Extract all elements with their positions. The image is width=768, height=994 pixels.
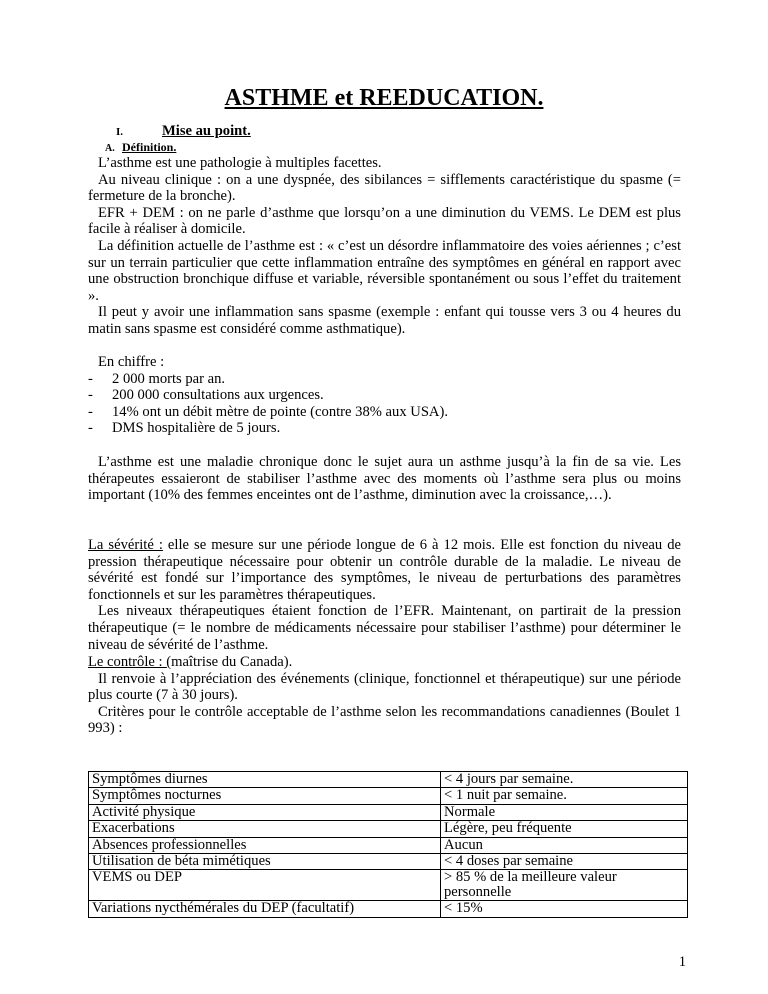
- table-cell: Symptômes nocturnes: [89, 788, 441, 804]
- paragraph: Il renvoie à l’appréciation des événements (clinique, fonctionnel et thérapeutique) sur une période plus courte (7 à 30 jours).: [88, 670, 681, 704]
- paragraph: La définition actuelle de l’asthme est : « c’est un désordre inflammatoire des voies aériennes ; c’est sur un terrain particulier que cette inflammation entraîne des symptômes en général en rapport avec une obstruction bronchique diffuse et variable, réversible spontanément ou sous l’effet du traitement ».: [88, 237, 681, 304]
- table-row: [89, 870, 688, 901]
- table-cell: < 15%: [441, 901, 688, 917]
- table-cell: Aucun: [441, 837, 688, 853]
- severity-label: La sévérité :: [88, 537, 163, 553]
- table-row: [89, 772, 688, 788]
- control-block: [88, 654, 681, 737]
- severity-block: [88, 537, 681, 653]
- table-cell: Absences professionnelles: [89, 837, 441, 853]
- page-number: 1: [678, 954, 686, 970]
- control-label-paren: (: [166, 654, 172, 670]
- table-cell: > 85 % de la meilleure valeur personnelle: [441, 870, 688, 901]
- paragraph: L’asthme est une pathologie à multiples facettes.: [98, 155, 382, 171]
- figures-block: [88, 354, 681, 437]
- control-label: Le contrôle :: [88, 654, 167, 670]
- table-cell: < 1 nuit par semaine.: [441, 788, 688, 804]
- figures-list: [88, 371, 681, 437]
- paragraph: Critères pour le contrôle acceptable de l’asthme selon les recommandations canadiennes (Boulet 1 993) :: [88, 703, 681, 737]
- list-item: - DMS hospitalière de 5 jours.: [88, 420, 681, 437]
- severity-text: elle se mesure sur une période longue de 6 à 12 mois. Elle est fonction du niveau de pression thérapeutique nécessaire pour obtenir un contrôle durable de la maladie. Le niveau de sévérité est fondé sur l’importance des symptômes, le niveau de perturbations des paramètres fonctionnels et sur les paramètres thérapeutiques.: [88, 537, 681, 603]
- control-text: maîtrise du Canada).: [171, 654, 293, 670]
- table-cell: Activité physique: [89, 804, 441, 820]
- paragraph: L’asthme est une maladie chronique donc le sujet aura un asthme jusqu’à la fin de sa vie. Les thérapeutes essaieront de stabiliser l’asthme avec des moments où l’asthme sera plus ou moins important (10% des femmes enceintes ont de l’asthme, diminution avec la croissance,…).: [88, 454, 681, 504]
- table-row: [89, 804, 688, 820]
- table-cell: Utilisation de béta mimétiques: [89, 853, 441, 869]
- table-cell: Légère, peu fréquente: [441, 821, 688, 837]
- subsection-heading-A: [105, 140, 176, 156]
- table-cell: Symptômes diurnes: [89, 772, 441, 788]
- chronic-block: [88, 454, 681, 504]
- paragraph: Il peut y avoir une inflammation sans spasme (exemple : enfant qui tousse vers 3 ou 4 heures du matin sans spasme est considéré comme asthmatique).: [88, 304, 681, 337]
- definition-block: [88, 155, 681, 338]
- paragraph: Au niveau clinique : on a une dyspnée, des sibilances = sifflements caractéristique du spasme (= fermeture de la bronche).: [88, 171, 681, 205]
- table-cell: VEMS ou DEP: [89, 870, 441, 901]
- table-cell: Exacerbations: [89, 821, 441, 837]
- table-cell: < 4 jours par semaine.: [441, 772, 688, 788]
- subsection-title: Définition.: [122, 140, 177, 154]
- table-row: [89, 788, 688, 804]
- table-cell: Variations nycthémérales du DEP (facultatif): [89, 901, 441, 917]
- subsection-number: A.: [105, 143, 115, 154]
- document-title: ASTHME et REEDUCATION.: [224, 85, 544, 111]
- figures-intro: En chiffre :: [98, 354, 165, 370]
- table-row: [89, 853, 688, 869]
- control-heading: [88, 654, 681, 671]
- paragraph: Les niveaux thérapeutiques étaient fonction de l’EFR. Maintenant, on partirait de la pression thérapeutique (= le nombre de médicaments nécessaire pour stabiliser l’asthme) pour déterminer le niveau de sévérité de l’asthme.: [88, 603, 681, 653]
- table-cell: Normale: [441, 804, 688, 820]
- list-item: - 14% ont un débit mètre de pointe (contre 38% aux USA).: [88, 404, 681, 421]
- section-heading-I: [116, 123, 251, 141]
- severity-paragraph: [88, 537, 681, 603]
- paragraph: EFR + DEM : on ne parle d’asthme que lorsqu’on a une diminution du VEMS. Le DEM est plus facile à réaliser à domicile.: [88, 204, 681, 238]
- table-row: [89, 901, 688, 917]
- table-cell: < 4 doses par semaine: [441, 853, 688, 869]
- list-item: - 2 000 morts par an.: [88, 371, 681, 388]
- list-item: - 200 000 consultations aux urgences.: [88, 387, 681, 404]
- table-row: [89, 821, 688, 837]
- section-title: Mise au point.: [162, 123, 251, 139]
- criteria-table: [88, 771, 688, 918]
- section-number: I.: [116, 126, 124, 138]
- table-row: [89, 837, 688, 853]
